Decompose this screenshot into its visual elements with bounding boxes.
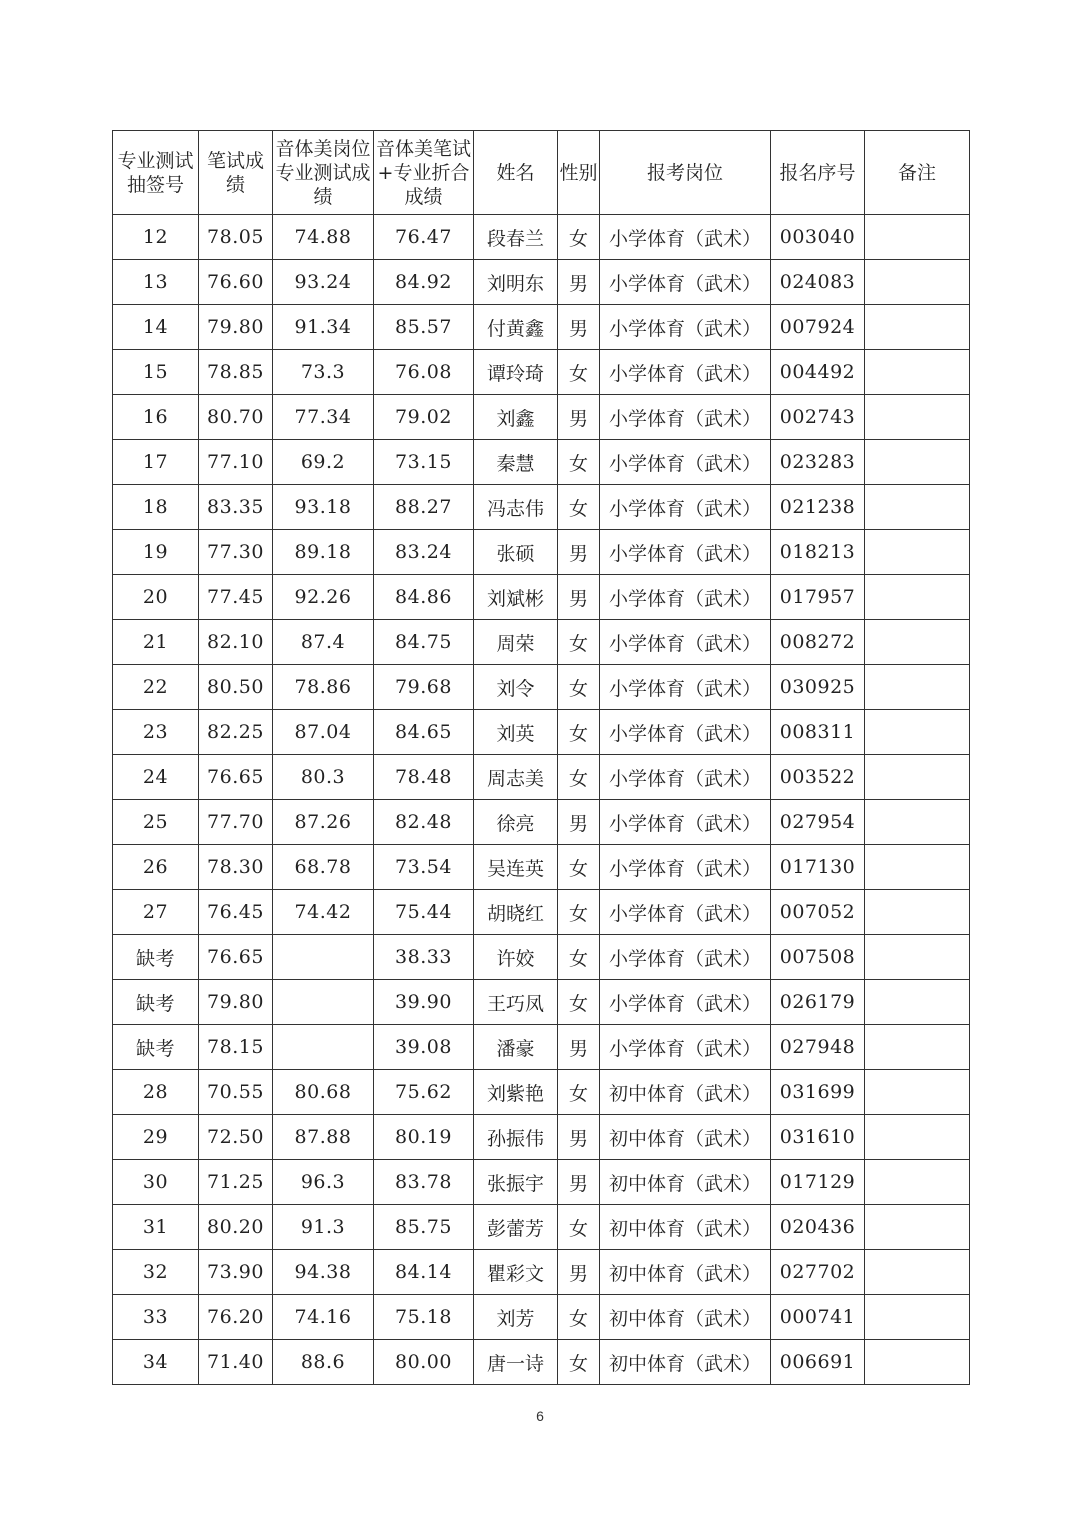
cell-position: 小学体育（武术）	[600, 710, 771, 755]
cell-written-score: 77.70	[199, 800, 273, 845]
cell-gender: 女	[558, 440, 600, 485]
header-written-score: 笔试成绩	[199, 131, 273, 215]
cell-remarks	[865, 305, 970, 350]
cell-written-score: 80.70	[199, 395, 273, 440]
cell-lot-number: 22	[113, 665, 199, 710]
cell-remarks	[865, 935, 970, 980]
cell-written-score: 76.60	[199, 260, 273, 305]
table-row	[113, 215, 970, 260]
cell-written-score: 72.50	[199, 1115, 273, 1160]
cell-professional-score: 96.3	[273, 1160, 374, 1205]
table-row	[113, 1070, 970, 1115]
cell-gender: 男	[558, 1160, 600, 1205]
cell-remarks	[865, 1025, 970, 1070]
cell-name: 刘紫艳	[474, 1070, 558, 1115]
cell-position: 初中体育（武术）	[600, 1250, 771, 1295]
cell-gender: 男	[558, 1250, 600, 1295]
cell-remarks	[865, 890, 970, 935]
cell-position: 小学体育（武术）	[600, 350, 771, 395]
table-row	[113, 485, 970, 530]
table-row	[113, 1295, 970, 1340]
header-remarks: 备注	[865, 131, 970, 215]
cell-position: 小学体育（武术）	[600, 485, 771, 530]
cell-written-score: 71.40	[199, 1340, 273, 1385]
cell-gender: 女	[558, 1340, 600, 1385]
cell-written-score: 76.65	[199, 755, 273, 800]
cell-lot-number: 16	[113, 395, 199, 440]
cell-combined-score: 75.62	[374, 1070, 474, 1115]
cell-position: 初中体育（武术）	[600, 1115, 771, 1160]
cell-professional-score: 80.3	[273, 755, 374, 800]
cell-lot-number: 14	[113, 305, 199, 350]
cell-combined-score: 84.14	[374, 1250, 474, 1295]
cell-position: 初中体育（武术）	[600, 1205, 771, 1250]
cell-written-score: 80.20	[199, 1205, 273, 1250]
cell-remarks	[865, 350, 970, 395]
cell-written-score: 80.50	[199, 665, 273, 710]
cell-gender: 男	[558, 800, 600, 845]
table-row	[113, 1250, 970, 1295]
table-row	[113, 620, 970, 665]
cell-registration-number: 031699	[771, 1070, 865, 1115]
table-row	[113, 665, 970, 710]
cell-written-score: 77.30	[199, 530, 273, 575]
cell-gender: 女	[558, 980, 600, 1025]
cell-lot-number: 19	[113, 530, 199, 575]
cell-combined-score: 80.19	[374, 1115, 474, 1160]
cell-name: 彭蕾芳	[474, 1205, 558, 1250]
cell-name: 吴连英	[474, 845, 558, 890]
cell-written-score: 78.30	[199, 845, 273, 890]
cell-combined-score: 76.08	[374, 350, 474, 395]
cell-professional-score: 74.42	[273, 890, 374, 935]
table-row	[113, 755, 970, 800]
cell-professional-score: 87.04	[273, 710, 374, 755]
cell-remarks	[865, 1160, 970, 1205]
cell-professional-score: 74.88	[273, 215, 374, 260]
cell-position: 小学体育（武术）	[600, 395, 771, 440]
cell-name: 胡晓红	[474, 890, 558, 935]
header-professional-score: 音体美岗位专业测试成绩	[273, 131, 374, 215]
cell-lot-number: 34	[113, 1340, 199, 1385]
cell-lot-number: 24	[113, 755, 199, 800]
table-row	[113, 935, 970, 980]
cell-professional-score: 87.26	[273, 800, 374, 845]
cell-combined-score: 80.00	[374, 1340, 474, 1385]
cell-name: 谭玲琦	[474, 350, 558, 395]
cell-gender: 男	[558, 305, 600, 350]
cell-lot-number: 缺考	[113, 1025, 199, 1070]
cell-professional-score: 87.88	[273, 1115, 374, 1160]
cell-professional-score: 69.2	[273, 440, 374, 485]
cell-combined-score: 39.08	[374, 1025, 474, 1070]
cell-registration-number: 007924	[771, 305, 865, 350]
cell-gender: 女	[558, 755, 600, 800]
cell-professional-score: 73.3	[273, 350, 374, 395]
cell-registration-number: 027948	[771, 1025, 865, 1070]
cell-registration-number: 024083	[771, 260, 865, 305]
table-body	[113, 215, 970, 1385]
cell-name: 周志美	[474, 755, 558, 800]
cell-remarks	[865, 1070, 970, 1115]
table-row	[113, 575, 970, 620]
cell-combined-score: 79.02	[374, 395, 474, 440]
cell-gender: 女	[558, 620, 600, 665]
cell-name: 张振宇	[474, 1160, 558, 1205]
cell-name: 段春兰	[474, 215, 558, 260]
cell-gender: 男	[558, 260, 600, 305]
cell-combined-score: 73.54	[374, 845, 474, 890]
cell-position: 初中体育（武术）	[600, 1160, 771, 1205]
table-row	[113, 890, 970, 935]
cell-professional-score: 77.34	[273, 395, 374, 440]
cell-remarks	[865, 665, 970, 710]
cell-lot-number: 缺考	[113, 980, 199, 1025]
cell-written-score: 78.05	[199, 215, 273, 260]
cell-registration-number: 000741	[771, 1295, 865, 1340]
cell-combined-score: 85.57	[374, 305, 474, 350]
cell-written-score: 83.35	[199, 485, 273, 530]
cell-professional-score: 87.4	[273, 620, 374, 665]
cell-position: 小学体育（武术）	[600, 755, 771, 800]
cell-name: 刘英	[474, 710, 558, 755]
cell-gender: 女	[558, 350, 600, 395]
cell-combined-score: 79.68	[374, 665, 474, 710]
cell-written-score: 82.25	[199, 710, 273, 755]
cell-gender: 女	[558, 1205, 600, 1250]
cell-remarks	[865, 710, 970, 755]
table-row	[113, 350, 970, 395]
cell-lot-number: 31	[113, 1205, 199, 1250]
cell-professional-score: 93.24	[273, 260, 374, 305]
cell-written-score: 77.10	[199, 440, 273, 485]
cell-gender: 女	[558, 1295, 600, 1340]
cell-professional-score: 92.26	[273, 575, 374, 620]
cell-remarks	[865, 440, 970, 485]
cell-remarks	[865, 980, 970, 1025]
cell-lot-number: 30	[113, 1160, 199, 1205]
cell-name: 刘鑫	[474, 395, 558, 440]
cell-lot-number: 20	[113, 575, 199, 620]
cell-registration-number: 018213	[771, 530, 865, 575]
cell-written-score: 76.45	[199, 890, 273, 935]
cell-name: 潘豪	[474, 1025, 558, 1070]
cell-registration-number: 017130	[771, 845, 865, 890]
cell-position: 小学体育（武术）	[600, 305, 771, 350]
cell-name: 刘斌彬	[474, 575, 558, 620]
cell-registration-number: 017129	[771, 1160, 865, 1205]
cell-registration-number: 006691	[771, 1340, 865, 1385]
table-row	[113, 710, 970, 755]
cell-registration-number: 021238	[771, 485, 865, 530]
header-lot-number: 专业测试抽签号	[113, 131, 199, 215]
cell-gender: 女	[558, 845, 600, 890]
cell-gender: 女	[558, 710, 600, 755]
cell-registration-number: 027702	[771, 1250, 865, 1295]
table-row	[113, 1115, 970, 1160]
cell-lot-number: 17	[113, 440, 199, 485]
cell-remarks	[865, 1115, 970, 1160]
cell-registration-number: 026179	[771, 980, 865, 1025]
cell-registration-number: 030925	[771, 665, 865, 710]
cell-remarks	[865, 395, 970, 440]
cell-gender: 女	[558, 215, 600, 260]
cell-lot-number: 33	[113, 1295, 199, 1340]
cell-name: 张硕	[474, 530, 558, 575]
header-position: 报考岗位	[600, 131, 771, 215]
cell-combined-score: 76.47	[374, 215, 474, 260]
cell-combined-score: 84.75	[374, 620, 474, 665]
cell-combined-score: 39.90	[374, 980, 474, 1025]
table-row	[113, 980, 970, 1025]
cell-lot-number: 缺考	[113, 935, 199, 980]
table-row	[113, 260, 970, 305]
cell-written-score: 79.80	[199, 305, 273, 350]
cell-gender: 女	[558, 935, 600, 980]
cell-combined-score: 84.65	[374, 710, 474, 755]
cell-name: 唐一诗	[474, 1340, 558, 1385]
cell-professional-score	[273, 935, 374, 980]
cell-written-score: 76.20	[199, 1295, 273, 1340]
cell-gender: 男	[558, 395, 600, 440]
cell-written-score: 79.80	[199, 980, 273, 1025]
cell-position: 小学体育（武术）	[600, 800, 771, 845]
cell-combined-score: 83.24	[374, 530, 474, 575]
cell-registration-number: 007052	[771, 890, 865, 935]
cell-registration-number: 007508	[771, 935, 865, 980]
cell-gender: 女	[558, 890, 600, 935]
cell-position: 小学体育（武术）	[600, 845, 771, 890]
cell-lot-number: 12	[113, 215, 199, 260]
cell-name: 秦慧	[474, 440, 558, 485]
cell-combined-score: 78.48	[374, 755, 474, 800]
cell-position: 小学体育（武术）	[600, 440, 771, 485]
cell-professional-score: 80.68	[273, 1070, 374, 1115]
cell-lot-number: 32	[113, 1250, 199, 1295]
cell-position: 初中体育（武术）	[600, 1340, 771, 1385]
cell-remarks	[865, 530, 970, 575]
cell-lot-number: 26	[113, 845, 199, 890]
cell-remarks	[865, 620, 970, 665]
cell-written-score: 73.90	[199, 1250, 273, 1295]
cell-registration-number: 020436	[771, 1205, 865, 1250]
table-row	[113, 1340, 970, 1385]
cell-professional-score: 91.34	[273, 305, 374, 350]
table-row	[113, 1205, 970, 1250]
cell-registration-number: 008272	[771, 620, 865, 665]
cell-combined-score: 84.86	[374, 575, 474, 620]
cell-position: 小学体育（武术）	[600, 1025, 771, 1070]
cell-position: 初中体育（武术）	[600, 1070, 771, 1115]
cell-position: 小学体育（武术）	[600, 575, 771, 620]
cell-lot-number: 28	[113, 1070, 199, 1115]
cell-gender: 女	[558, 665, 600, 710]
table-row	[113, 395, 970, 440]
cell-registration-number: 004492	[771, 350, 865, 395]
table-header-row	[113, 131, 970, 215]
cell-remarks	[865, 215, 970, 260]
cell-position: 小学体育（武术）	[600, 665, 771, 710]
cell-gender: 男	[558, 530, 600, 575]
cell-position: 小学体育（武术）	[600, 980, 771, 1025]
cell-gender: 男	[558, 575, 600, 620]
cell-name: 瞿彩文	[474, 1250, 558, 1295]
cell-remarks	[865, 1340, 970, 1385]
cell-professional-score: 74.16	[273, 1295, 374, 1340]
cell-gender: 女	[558, 1070, 600, 1115]
cell-combined-score: 83.78	[374, 1160, 474, 1205]
cell-lot-number: 18	[113, 485, 199, 530]
header-gender: 性别	[558, 131, 600, 215]
cell-remarks	[865, 575, 970, 620]
cell-remarks	[865, 1205, 970, 1250]
cell-registration-number: 017957	[771, 575, 865, 620]
cell-combined-score: 85.75	[374, 1205, 474, 1250]
cell-professional-score	[273, 1025, 374, 1070]
cell-name: 付黄鑫	[474, 305, 558, 350]
cell-combined-score: 84.92	[374, 260, 474, 305]
cell-lot-number: 27	[113, 890, 199, 935]
cell-position: 小学体育（武术）	[600, 935, 771, 980]
cell-gender: 女	[558, 485, 600, 530]
cell-position: 小学体育（武术）	[600, 215, 771, 260]
cell-written-score: 77.45	[199, 575, 273, 620]
cell-name: 许姣	[474, 935, 558, 980]
cell-gender: 男	[558, 1025, 600, 1070]
cell-professional-score: 88.6	[273, 1340, 374, 1385]
cell-written-score: 76.65	[199, 935, 273, 980]
cell-name: 周荣	[474, 620, 558, 665]
cell-lot-number: 21	[113, 620, 199, 665]
cell-combined-score: 38.33	[374, 935, 474, 980]
cell-registration-number: 023283	[771, 440, 865, 485]
cell-name: 刘令	[474, 665, 558, 710]
cell-lot-number: 25	[113, 800, 199, 845]
cell-lot-number: 13	[113, 260, 199, 305]
cell-remarks	[865, 485, 970, 530]
cell-written-score: 78.85	[199, 350, 273, 395]
cell-position: 初中体育（武术）	[600, 1295, 771, 1340]
cell-remarks	[865, 755, 970, 800]
cell-name: 王巧凤	[474, 980, 558, 1025]
cell-written-score: 78.15	[199, 1025, 273, 1070]
cell-lot-number: 29	[113, 1115, 199, 1160]
cell-position: 小学体育（武术）	[600, 890, 771, 935]
cell-professional-score: 93.18	[273, 485, 374, 530]
cell-registration-number: 002743	[771, 395, 865, 440]
cell-remarks	[865, 800, 970, 845]
cell-position: 小学体育（武术）	[600, 260, 771, 305]
cell-gender: 男	[558, 1115, 600, 1160]
cell-professional-score: 89.18	[273, 530, 374, 575]
table-row	[113, 305, 970, 350]
cell-registration-number: 008311	[771, 710, 865, 755]
cell-combined-score: 75.18	[374, 1295, 474, 1340]
table-row	[113, 530, 970, 575]
cell-registration-number: 003040	[771, 215, 865, 260]
table-row	[113, 800, 970, 845]
cell-professional-score	[273, 980, 374, 1025]
cell-lot-number: 23	[113, 710, 199, 755]
cell-name: 刘明东	[474, 260, 558, 305]
cell-combined-score: 75.44	[374, 890, 474, 935]
cell-professional-score: 68.78	[273, 845, 374, 890]
cell-remarks	[865, 260, 970, 305]
header-combined-score: 音体美笔试+专业折合成绩	[374, 131, 474, 215]
cell-name: 孙振伟	[474, 1115, 558, 1160]
cell-name: 冯志伟	[474, 485, 558, 530]
cell-registration-number: 027954	[771, 800, 865, 845]
page-number: 6	[536, 1408, 544, 1424]
table-row	[113, 845, 970, 890]
table-row	[113, 1160, 970, 1205]
cell-written-score: 70.55	[199, 1070, 273, 1115]
cell-registration-number: 003522	[771, 755, 865, 800]
cell-combined-score: 82.48	[374, 800, 474, 845]
cell-combined-score: 73.15	[374, 440, 474, 485]
header-registration-number: 报名序号	[771, 131, 865, 215]
cell-professional-score: 91.3	[273, 1205, 374, 1250]
cell-position: 小学体育（武术）	[600, 530, 771, 575]
header-name: 姓名	[474, 131, 558, 215]
cell-professional-score: 94.38	[273, 1250, 374, 1295]
cell-lot-number: 15	[113, 350, 199, 395]
table-row	[113, 440, 970, 485]
cell-name: 刘芳	[474, 1295, 558, 1340]
cell-position: 小学体育（武术）	[600, 620, 771, 665]
score-table	[112, 130, 970, 1385]
cell-professional-score: 78.86	[273, 665, 374, 710]
table-row	[113, 1025, 970, 1070]
cell-remarks	[865, 845, 970, 890]
cell-combined-score: 88.27	[374, 485, 474, 530]
cell-written-score: 82.10	[199, 620, 273, 665]
cell-written-score: 71.25	[199, 1160, 273, 1205]
cell-name: 徐亮	[474, 800, 558, 845]
cell-remarks	[865, 1250, 970, 1295]
cell-remarks	[865, 1295, 970, 1340]
cell-registration-number: 031610	[771, 1115, 865, 1160]
